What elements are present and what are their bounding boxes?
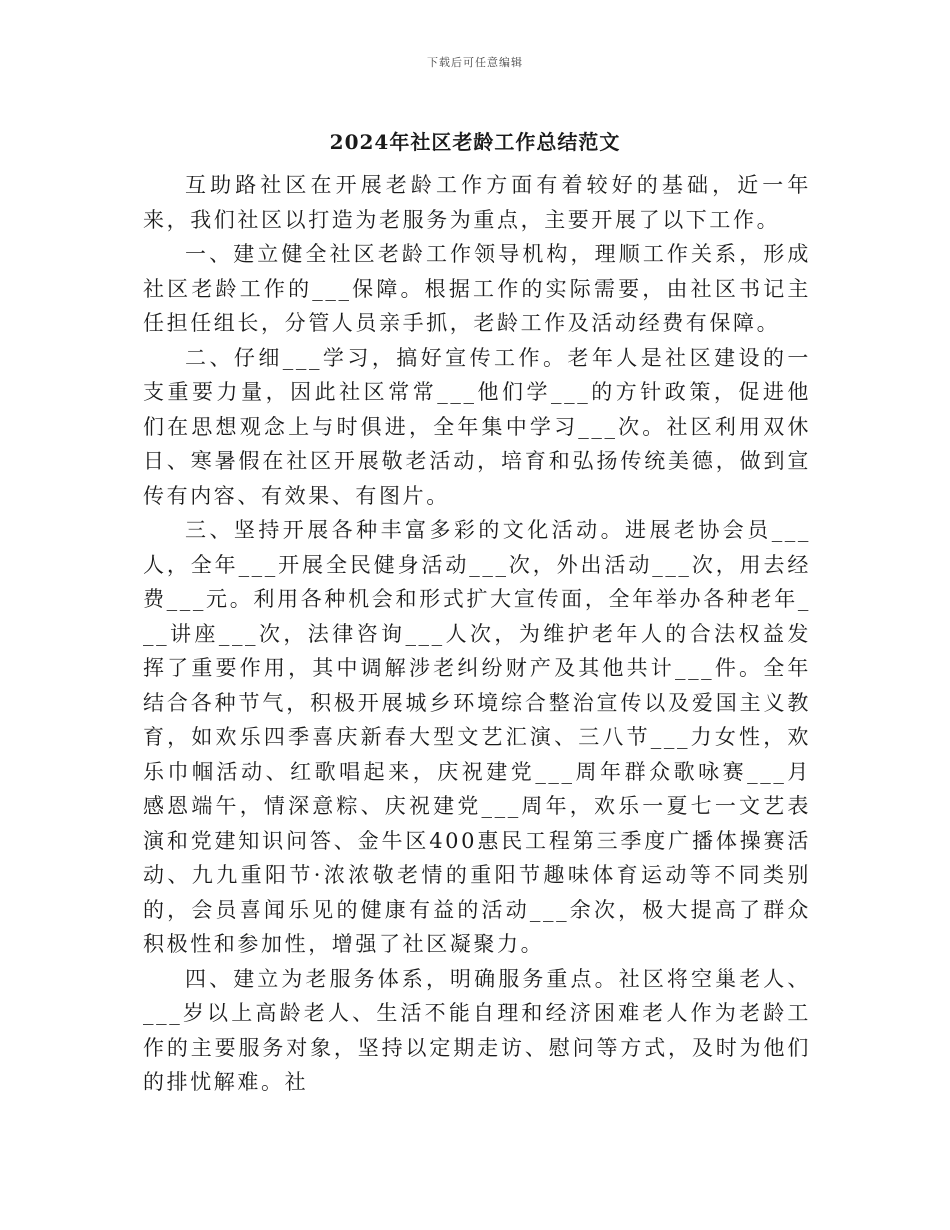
paragraph-section-4: 四、建立为老服务体系，明确服务重点。社区将空巢老人、___岁以上高龄老人、生活不能自理和经济困难老人作为老龄工作的主要服务对象，坚持以定期走访、慰问等方式，及时为他们的排忧解难。社 [143,966,811,1094]
paragraph-section-2: 二、仔细___学习，搞好宣传工作。老年人是社区建设的一支重要力量，因此社区常常___他们学___的方针政策，促进他们在思想观念上与时俱进，全年集中学习___次。社区利用双休日、寒暑假在社区开展敬老活动，培育和弘扬传统美德，做到宣传有内容、有效果、有图片。 [143,345,811,508]
paragraph-section-1: 一、建立健全社区老龄工作领导机构，理顺工作关系，形成社区老龄工作的___保障。根据工作的实际需要，由社区书记主任担任组长，分管人员亲手抓，老龄工作及活动经费有保障。 [143,242,811,335]
paragraph-intro: 互助路社区在开展老龄工作方面有着较好的基础，近一年来，我们社区以打造为老服务为重点，主要开展了以下工作。 [143,173,811,232]
header-note: 下载后可任意编辑 [427,56,523,69]
paragraph-section-3: 三、坚持开展各种丰富多彩的文化活动。进展老协会员___人，全年___开展全民健身活动___次，外出活动___次，用去经费___元。利用各种机会和形式扩大宣传面，全年举办各种老年___讲座___次，法律咨询___人次，为维护老年人的合法权益发挥了重要作用，其中调解涉老纠纷财产及其他共计___件。全年结合各种节气，积极开展城乡环境综合整治宣传以及爱国主义教育，如欢乐四季喜庆新春大型文艺汇演、三八节___力女性，欢乐巾帼活动、红歌唱起来，庆祝建党___周年群众歌咏赛___月感恩端午，情深意粽、庆祝建党___周年，欢乐一夏七一文艺表演和党建知识问答、金牛区400惠民工程第三季度广播体操赛活动、九九重阳节·浓浓敬老情的重阳节趣味体育运动等不同类别的，会员喜闻乐见的健康有益的活动___余次，极大提高了群众积极性和参加性，增强了社区凝聚力。 [143,518,811,956]
document-title: 2024年社区老龄工作总结范文 [329,130,621,154]
document-body [143,168,811,1100]
